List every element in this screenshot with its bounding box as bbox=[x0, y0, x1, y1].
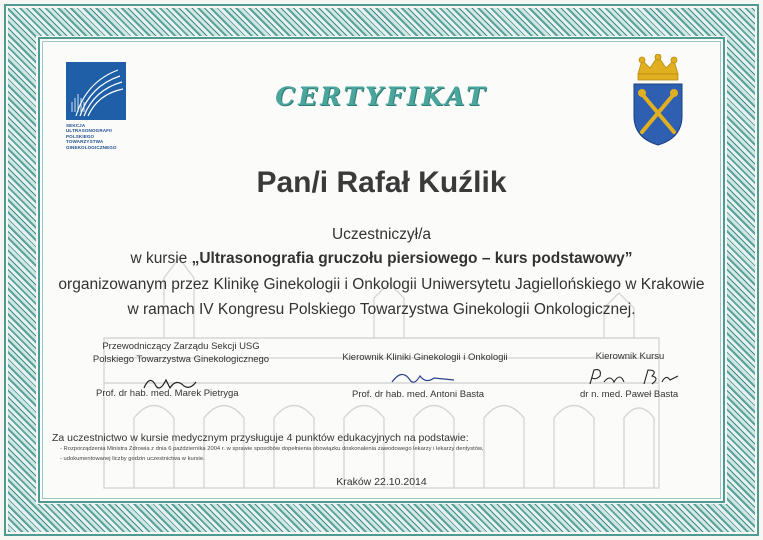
education-points-heading: Za uczestnictwo w kursie medycznym przysługuje 4 punktów edukacyjnych na podstawie: bbox=[52, 432, 469, 444]
certificate-title: CERTYFIKAT bbox=[275, 82, 488, 111]
signatory-name-3: dr n. med. Paweł Basta bbox=[580, 389, 679, 400]
signature-role-head: Kierownik Kliniki Ginekologii i Onkologii bbox=[342, 352, 508, 363]
chair-role-line2: Polskiego Towarzystwa Ginekologicznego bbox=[92, 354, 270, 365]
course-title: „Ultrasonografia gruczołu piersiowego – kurs podstawowy” bbox=[191, 250, 633, 267]
participation-text: Uczestniczył/a bbox=[331, 226, 432, 243]
signatory-name-2: Prof. dr hab. med. Antoni Basta bbox=[352, 389, 485, 400]
signature-role-chair bbox=[76, 340, 286, 366]
course-line bbox=[0, 250, 763, 268]
recipient-name: Pan/i Rafał Kuźlik bbox=[256, 166, 507, 199]
signature-scribble-3 bbox=[586, 366, 686, 390]
signature-scribble-2 bbox=[388, 368, 458, 390]
organizer-text: organizowanym przez Klinikę Ginekologii i Onkologii Uniwersytetu Jagiellońskiego w Krakowie bbox=[58, 276, 705, 293]
legal-note-2: - udokumentowanej liczby godzin uczestnictwa w kursie. bbox=[60, 456, 205, 462]
logo-text: SEKCJA ULTRASONOGRAFII POLSKIEGO TOWARZYSTWA GINEKOLOGICZNEGO bbox=[66, 123, 117, 150]
chair-role-line1: Przewodniczący Zarządu Sekcji USG bbox=[102, 341, 260, 352]
congress-text: w ramach IV Kongresu Polskiego Towarzystwa Ginekologii Onkologicznej. bbox=[127, 301, 636, 318]
place-date: Kraków 22.10.2014 bbox=[336, 476, 427, 488]
signatory-name-1: Prof. dr hab. med. Marek Pietryga bbox=[96, 388, 239, 399]
signature-role-course: Kierownik Kursu bbox=[595, 351, 665, 362]
course-prefix: w kursie bbox=[130, 250, 192, 267]
legal-note-1: - Rozporządzenia Ministra Zdrowia z dnia 6 października 2004 r. w sprawie sposobów dopełnienia obowiązku doskonalenia zawodowego lekarzy i lekarzy dentystów, bbox=[60, 446, 484, 452]
